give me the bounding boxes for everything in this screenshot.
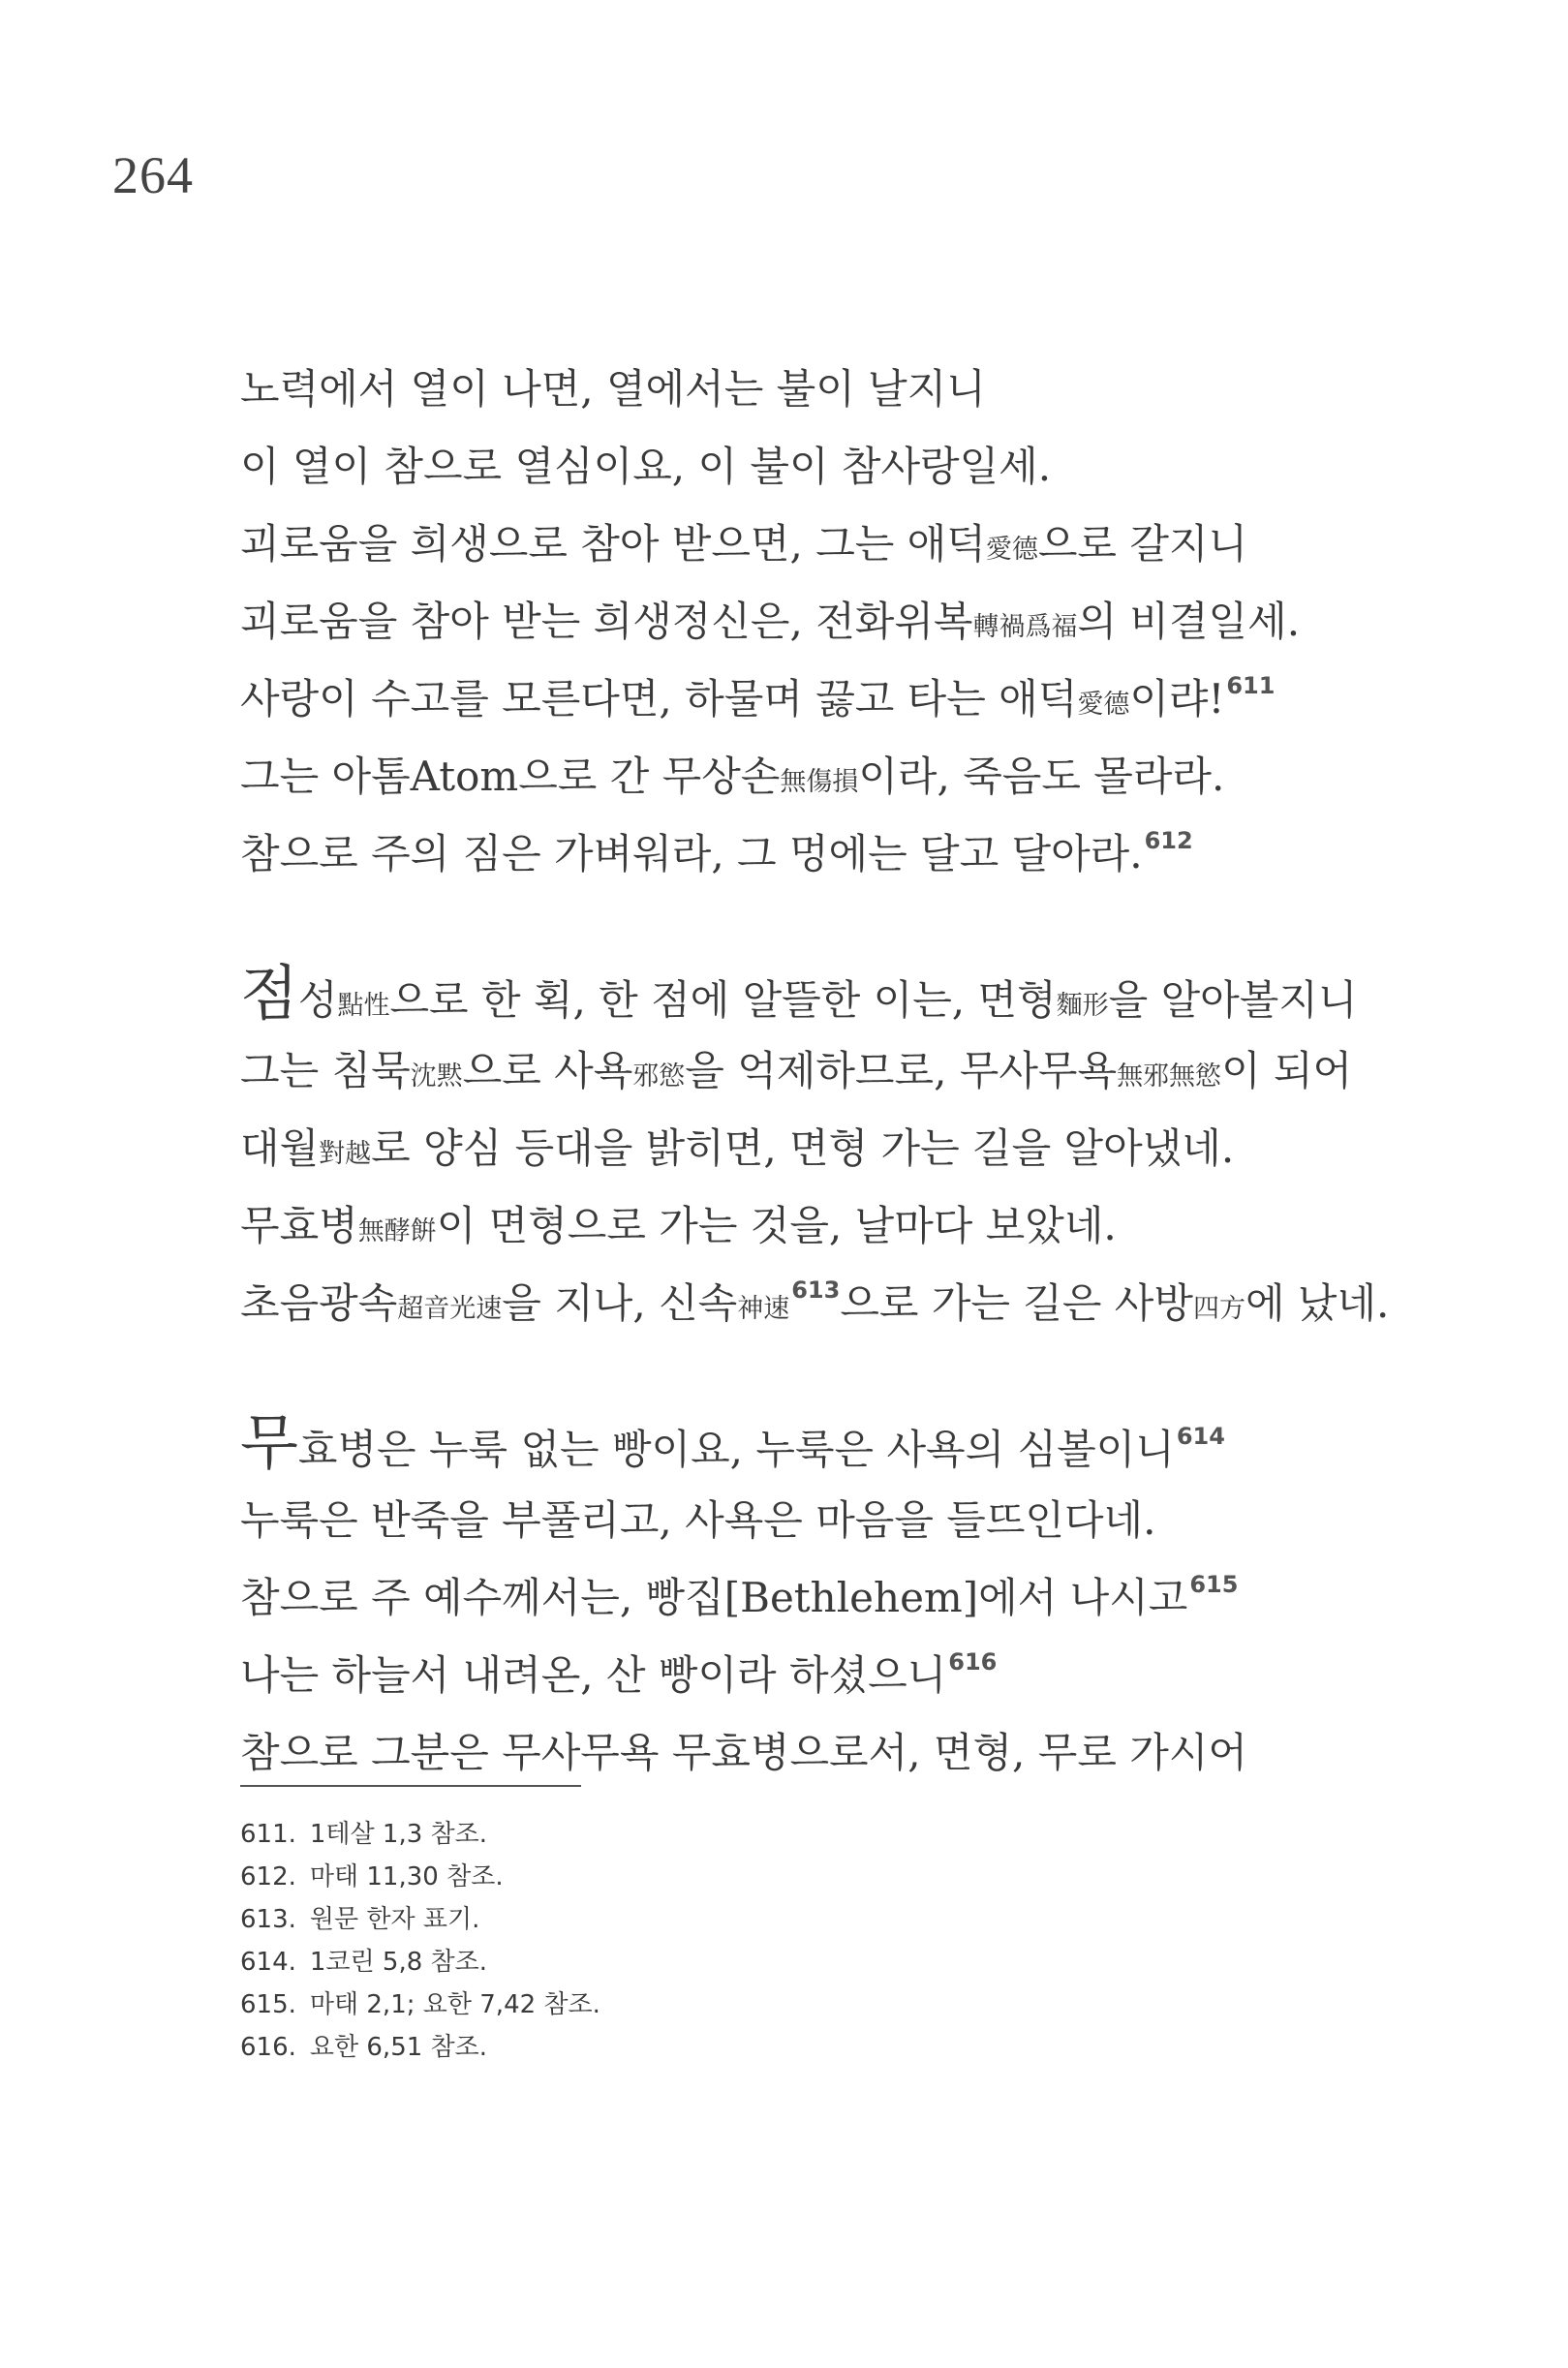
verse-text: 그는 침묵 [240, 1047, 411, 1094]
verse-text: 이 되어 [1221, 1047, 1353, 1094]
hanja-gloss: 邪慾 [632, 1061, 686, 1092]
footnote [240, 2026, 600, 2069]
footnote-text: 마태 11,30 참조. [309, 1862, 504, 1891]
poem-body [240, 351, 1499, 1854]
stanza [240, 955, 1499, 1342]
verse-line [240, 1265, 1499, 1342]
verse-text: 누룩은 반죽을 부풀리고, 사욕은 마음을 들뜨인다네. [240, 1496, 1156, 1544]
drop-cap: 점 [240, 958, 298, 1029]
hanja-gloss: 四方 [1192, 1294, 1245, 1324]
verse-line [240, 1032, 1499, 1110]
footnote [240, 1984, 600, 2026]
verse-text: 그는 아톰Atom으로 간 무상손 [240, 753, 781, 800]
hanja-gloss: 轉禍爲福 [972, 612, 1078, 642]
verse-line [240, 738, 1499, 815]
hanja-gloss: 點性 [337, 991, 390, 1021]
verse-line [240, 1559, 1499, 1637]
footnote-ref: 612 [1144, 827, 1193, 854]
hanja-gloss: 神速 [737, 1294, 790, 1324]
verse-line [240, 815, 1499, 893]
verse-text: 참으로 그분은 무사무욕 무효병으로서, 면형, 무로 가시어 [240, 1729, 1247, 1776]
verse-text: 이라, 죽음도 몰라라. [858, 753, 1225, 800]
verse-line [240, 1637, 1499, 1714]
verse-line [240, 1110, 1499, 1187]
footnote-ref: 611 [1226, 672, 1276, 699]
footnote [240, 1813, 600, 1856]
verse-text: 노력에서 열이 나면, 열에서는 불이 날지니 [240, 365, 986, 413]
verse-line [240, 351, 1499, 428]
footnote-text: 원문 한자 표기. [309, 1905, 480, 1934]
footnote [240, 1856, 600, 1898]
footnote-text: 1코린 5,8 참조. [309, 1948, 488, 1977]
verse-text: 으로 한 획, 한 점에 알뜰한 이는, 면형 [389, 976, 1057, 1024]
verse-text: 의 비결일세. [1077, 598, 1301, 645]
footnote-ref: 615 [1189, 1571, 1239, 1598]
verse-text: 사랑이 수고를 모른다면, 하물며 끓고 타는 애덕 [240, 675, 1078, 723]
hanja-gloss: 無傷損 [780, 767, 859, 797]
verse-text: 나는 하늘서 내려온, 산 빵이라 하셨으니 [240, 1651, 947, 1699]
verse-text: 참으로 주의 짐은 가벼워라, 그 멍에는 달고 달아라. [240, 830, 1143, 877]
verse-text: 으로 사욕 [462, 1047, 633, 1094]
footnote [240, 1941, 600, 1984]
page-number: 264 [112, 146, 194, 204]
footnote-text: 1테살 1,3 참조. [309, 1820, 488, 1849]
verse-text: 무효병 [240, 1202, 358, 1249]
footnote-text: 요한 6,51 참조. [309, 2033, 488, 2062]
footnote-ref: 614 [1176, 1423, 1225, 1450]
drop-cap: 무 [240, 1407, 298, 1478]
footnotes [240, 1813, 600, 2069]
verse-text: 이 열이 참으로 열심이요, 이 불이 참사랑일세. [240, 443, 1052, 490]
hanja-gloss: 無酵餠 [357, 1216, 437, 1246]
hanja-gloss: 愛德 [985, 535, 1038, 565]
footnote [240, 1898, 600, 1941]
verse-text: 참으로 주 예수께서는, 빵집[Bethlehem]에서 나시고 [240, 1574, 1188, 1621]
footnote-number: 615. [240, 1990, 296, 2019]
footnote-number: 616. [240, 2033, 296, 2062]
verse-text: 을 지나, 신속 [502, 1279, 738, 1327]
verse-text: 로 양심 등대을 밝히면, 면형 가는 길을 알아냈네. [371, 1124, 1235, 1172]
footnote-number: 612. [240, 1862, 296, 1891]
footnote-number: 613. [240, 1905, 296, 1934]
verse-text: 에 났네. [1245, 1279, 1390, 1327]
verse-line [240, 506, 1499, 583]
verse-text: 이랴! [1129, 675, 1225, 723]
footnote-divider [240, 1785, 581, 1787]
verse-line [240, 661, 1499, 738]
verse-text: 을 억제하므로, 무사무욕 [685, 1047, 1118, 1094]
hanja-gloss: 沈黙 [410, 1061, 463, 1092]
verse-text: 성 [297, 976, 338, 1024]
verse-line [240, 1714, 1499, 1792]
verse-text: 으로 갈지니 [1037, 520, 1248, 568]
verse-line [240, 955, 1499, 1032]
footnote-number: 614. [240, 1948, 296, 1977]
verse-text: 을 알아볼지니 [1108, 976, 1358, 1024]
stanza [240, 351, 1499, 893]
verse-text: 괴로움을 참아 받는 희생정신은, 전화위복 [240, 598, 973, 645]
hanja-gloss: 對越 [319, 1139, 372, 1169]
verse-line [240, 583, 1499, 661]
footnote-ref: 613 [791, 1276, 841, 1304]
verse-text: 으로 가는 길은 사방 [840, 1279, 1193, 1327]
verse-line [240, 1187, 1499, 1265]
footnote-text: 마태 2,1; 요한 7,42 참조. [309, 1990, 600, 2019]
verse-line [240, 428, 1499, 506]
hanja-gloss: 麵形 [1056, 991, 1109, 1021]
footnote-ref: 616 [948, 1648, 998, 1676]
verse-line [240, 1482, 1499, 1559]
verse-line [240, 1404, 1499, 1482]
verse-text: 괴로움을 희생으로 참아 받으면, 그는 애덕 [240, 520, 986, 568]
footnote-number: 611. [240, 1820, 296, 1849]
verse-text: 대월 [240, 1124, 320, 1172]
hanja-gloss: 愛德 [1077, 690, 1130, 720]
hanja-gloss: 超音光速 [397, 1294, 503, 1324]
verse-text: 이 면형으로 가는 것을, 날마다 보았네. [436, 1202, 1117, 1249]
verse-text: 효병은 누룩 없는 빵이요, 누룩은 사욕의 심볼이니 [297, 1426, 1175, 1473]
verse-text: 초음광속 [240, 1279, 398, 1327]
stanza [240, 1404, 1499, 1792]
hanja-gloss: 無邪無慾 [1117, 1061, 1222, 1092]
